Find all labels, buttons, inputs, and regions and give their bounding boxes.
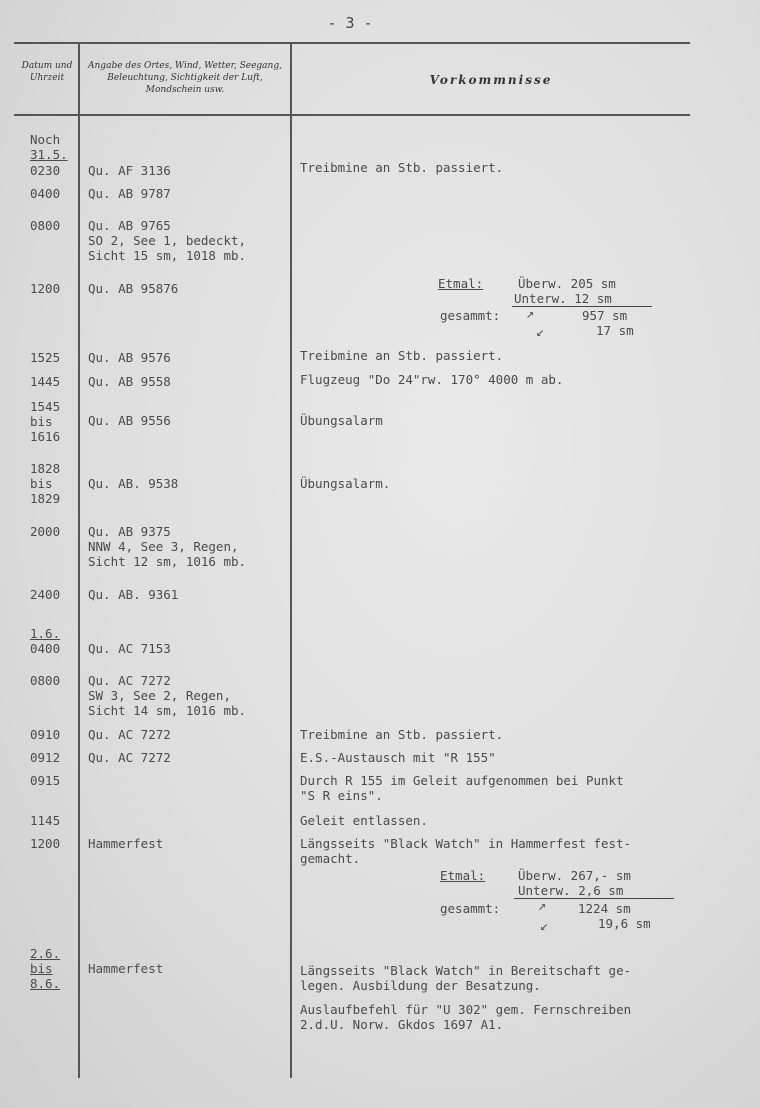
date-cell: 1.6. bbox=[30, 626, 61, 641]
date-cell: Noch bbox=[30, 132, 61, 147]
etmal-underwater: Unterw. 2,6 sm bbox=[518, 883, 624, 898]
arrow-down-icon: ↙ bbox=[536, 324, 545, 340]
place-cell: Sicht 14 sm, 1016 mb. bbox=[88, 703, 247, 718]
etmal-overwater: Überw. 205 sm bbox=[518, 276, 616, 291]
etmal-total: 957 sm bbox=[582, 308, 628, 323]
date-cell: 2400 bbox=[30, 587, 61, 602]
place-cell: Qu. AB. 9538 bbox=[88, 476, 179, 491]
arrow-down-icon: ↙ bbox=[540, 918, 549, 934]
header-place: Angabe des Ortes, Wind, Wetter, Seegang, Beleuchtung, Sichtigkeit der Luft, Mondschein usw. bbox=[88, 61, 282, 95]
page-number: - 3 - bbox=[327, 14, 373, 32]
date-cell: 1828 bbox=[30, 461, 61, 476]
event-cell: Treibmine an Stb. passiert. bbox=[300, 727, 504, 742]
place-cell: Qu. AB 9375 bbox=[88, 524, 171, 539]
place-cell: Qu. AB 9576 bbox=[88, 350, 171, 365]
place-cell: Qu. AB 95876 bbox=[88, 281, 179, 296]
place-cell: Qu. AB 9765 bbox=[88, 218, 171, 233]
date-cell: 0910 bbox=[30, 727, 61, 742]
column-divider-place bbox=[290, 44, 292, 1078]
date-cell: bis bbox=[30, 414, 53, 429]
header-rule bbox=[14, 114, 690, 116]
event-cell: Übungsalarm bbox=[300, 413, 383, 428]
date-cell: 1616 bbox=[30, 429, 61, 444]
place-cell: Qu. AF 3136 bbox=[88, 163, 171, 178]
event-cell: legen. Ausbildung der Besatzung. bbox=[300, 978, 541, 993]
date-cell: 1445 bbox=[30, 374, 61, 389]
place-cell: Qu. AB 9787 bbox=[88, 186, 171, 201]
date-cell: 1200 bbox=[30, 836, 61, 851]
date-cell: 1525 bbox=[30, 350, 61, 365]
place-cell: SW 3, See 2, Regen, bbox=[88, 688, 231, 703]
place-cell: Qu. AC 7153 bbox=[88, 641, 171, 656]
date-cell: 0800 bbox=[30, 673, 61, 688]
etmal-underwater: Unterw. 12 sm bbox=[514, 291, 612, 306]
place-cell: Qu. AC 7272 bbox=[88, 750, 171, 765]
place-cell: Qu. AC 7272 bbox=[88, 727, 171, 742]
date-cell: 2.6. bbox=[30, 946, 61, 961]
column-divider-date bbox=[78, 44, 80, 1078]
event-cell: Flugzeug "Do 24"rw. 170° 4000 m ab. bbox=[300, 372, 564, 387]
arrow-up-icon: ↗ bbox=[526, 306, 535, 322]
place-cell: Qu. AC 7272 bbox=[88, 673, 171, 688]
top-rule bbox=[14, 42, 690, 44]
date-cell: 2000 bbox=[30, 524, 61, 539]
place-cell: Hammerfest bbox=[88, 836, 164, 851]
place-cell: SO 2, See 1, bedeckt, bbox=[88, 233, 247, 248]
date-cell: 0400 bbox=[30, 641, 61, 656]
event-cell: Auslaufbefehl für "U 302" gem. Fernschreiben bbox=[300, 1002, 632, 1017]
place-cell: Qu. AB 9556 bbox=[88, 413, 171, 428]
etmal-label: Etmal: bbox=[438, 276, 484, 291]
date-cell: 0230 bbox=[30, 163, 61, 178]
place-cell: Sicht 15 sm, 1018 mb. bbox=[88, 248, 247, 263]
date-cell: 1145 bbox=[30, 813, 61, 828]
etmal-extra: 17 sm bbox=[596, 323, 634, 338]
etmal-total: 1224 sm bbox=[578, 901, 631, 916]
date-cell: 1829 bbox=[30, 491, 61, 506]
date-cell: bis bbox=[30, 476, 53, 491]
event-cell: gemacht. bbox=[300, 851, 361, 866]
event-cell: Geleit entlassen. bbox=[300, 813, 428, 828]
place-cell: NNW 4, See 3, Regen, bbox=[88, 539, 239, 554]
date-cell: 31.5. bbox=[30, 147, 68, 162]
event-cell: E.S.-Austausch mit "R 155" bbox=[300, 750, 496, 765]
date-cell: 8.6. bbox=[30, 976, 61, 991]
place-cell: Hammerfest bbox=[88, 961, 164, 976]
arrow-up-icon: ↗ bbox=[538, 898, 547, 914]
etmal-extra: 19,6 sm bbox=[598, 916, 651, 931]
event-cell: 2.d.U. Norw. Gkdos 1697 A1. bbox=[300, 1017, 504, 1032]
etmal-overwater: Überw. 267,- sm bbox=[518, 868, 631, 883]
event-cell: Übungsalarm. bbox=[300, 476, 391, 491]
date-cell: bis bbox=[30, 961, 53, 976]
header-events: Vorkommnisse bbox=[429, 73, 553, 87]
place-cell: Qu. AB. 9361 bbox=[88, 587, 179, 602]
etmal-total-label: gesammt: bbox=[440, 308, 501, 323]
event-cell: Treibmine an Stb. passiert. bbox=[300, 160, 504, 175]
date-cell: 0915 bbox=[30, 773, 61, 788]
event-cell: Durch R 155 im Geleit aufgenommen bei Punkt bbox=[300, 773, 624, 788]
date-cell: 1545 bbox=[30, 399, 61, 414]
event-cell: Längsseits "Black Watch" in Hammerfest fest- bbox=[300, 836, 632, 851]
date-cell: 0800 bbox=[30, 218, 61, 233]
place-cell: Qu. AB 9558 bbox=[88, 374, 171, 389]
etmal-total-label: gesammt: bbox=[440, 901, 501, 916]
event-cell: Treibmine an Stb. passiert. bbox=[300, 348, 504, 363]
date-cell: 0400 bbox=[30, 186, 61, 201]
etmal-label: Etmal: bbox=[440, 868, 486, 883]
place-cell: Sicht 12 sm, 1016 mb. bbox=[88, 554, 247, 569]
date-cell: 0912 bbox=[30, 750, 61, 765]
event-cell: Längsseits "Black Watch" in Bereitschaft ge- bbox=[300, 963, 632, 978]
header-date: Datum und Uhrzeit bbox=[21, 61, 73, 83]
event-cell: "S R eins". bbox=[300, 788, 383, 803]
date-cell: 1200 bbox=[30, 281, 61, 296]
